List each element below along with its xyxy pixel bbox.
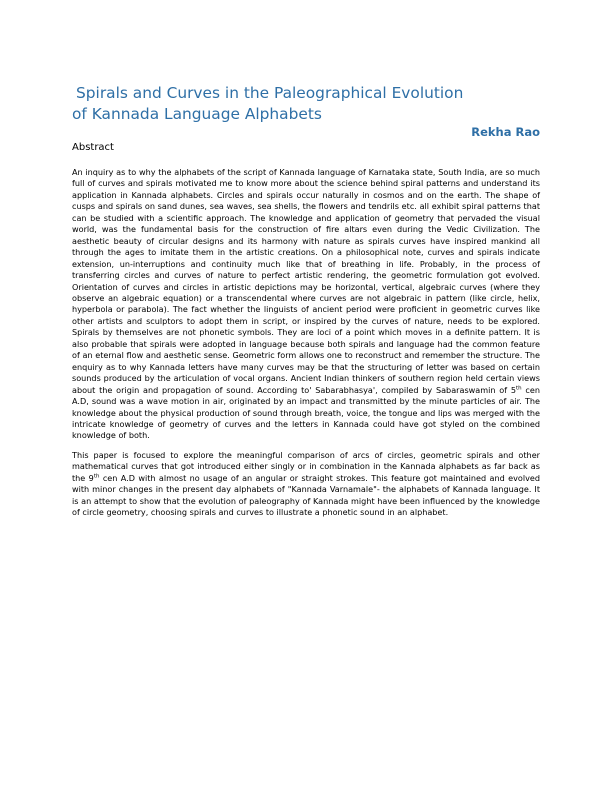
paper-title [72, 83, 542, 125]
abstract-paragraph-2 [72, 450, 540, 519]
abstract-paragraph-1 [72, 167, 540, 442]
paragraph-2-part-2: cen A.D with almost no usage of an angular or straight strokes. This feature got maintained and evolved with minor changes in the present day alphabets of "Kannada Varnamale"- the alphabets of Kannada language. It is an attempt to show that the evolution of paleography of Kannada might have been influenced by the knowledge of circle geometry, choosing spirals and curves to illustrate a phonetic sound in an alphabet. [72, 472, 541, 518]
paragraph-1-part-2: cen A.D, sound was a wave motion in air, originated by an impact and transmitted by the minute particles of air. The knowledge about the physical production of sound through breath, voice, the tongue and lips was merged with the intricate knowledge of geometry of curves and the letters in Kannada could have got styled on the combined knowledge of both. [72, 384, 540, 441]
abstract-heading: Abstract [72, 142, 114, 153]
title-line-2: of Kannada Language Alphabets [72, 105, 322, 123]
paragraph-2-part-1: This paper is focused to explore the meaningful comparison of arcs of circles, geometric spirals and other mathematical curves that got introduced either singly or in combination in the Kannada alphabets as far back as the 9 [72, 449, 540, 483]
paragraph-1-superscript: th [516, 384, 522, 391]
author-name: Rekha Rao [471, 125, 540, 139]
paragraph-1-part-1: An inquiry as to why the alphabets of the script of Kannada language of Karnataka state, South India, are so much full of curves and spirals motivated me to know more about the science behind spiral patterns and understand its application in Kannada alphabets. Circles and spirals occur naturally in cosmos and on the earth. The shape of cusps and spirals on sand dunes, sea waves, sea shells, the flowers and tendrils etc. all exhibit spiral patterns that can be studied with a scientific approach. The knowledge and application of geometry that pervaded the visual world, was the fundamental basis for the construction of fire altars even during the Vedic Civilization. The aesthetic beauty of circular designs and its harmony with nature as spirals curves have inspired mankind all through the ages to imitate them in the artistic creations. On a philosophical note, curves and spirals indicate extension, un-interruptions and continuity much like that of breathing in life. Probably, in the process of transferring circles and curves of nature to perfect artistic rendering, the geometric formulation got evolved. Orientation of curves and circles in artistic depictions may be horizontal, vertical, algebraic curves (where they observe an algebraic equation) or a transcendental where curves are not algebraic in pattern (like circle, helix, hyperbola or parabola). The fact whether the linguists of ancient period were proficient in geometric curves like other artists and sculptors to adopt them in script, or inspired by the curves of nature, needs to be explored. Spirals by themselves are not phonetic symbols. They are loci of a point which moves in a definite pattern. It is also probable that spirals were adopted in language because both spirals and language had the common feature of an eternal flow and aesthetic sense. Geometric form allows one to reconstruct and remember the structure. The enquiry as to why Kannada letters have many curves may be that the structuring of letter was based on certain sounds produced by the articulation of vocal organs. Ancient Indian thinkers of southern region held certain views about the origin and propagation of sound. According to' Sabarabhasya', compiled by Sabaraswamin of 5 [72, 167, 540, 395]
title-line-1: Spirals and Curves in the Paleographical Evolution [76, 84, 464, 102]
abstract-body [72, 167, 540, 527]
paragraph-2-superscript: th [93, 473, 100, 480]
